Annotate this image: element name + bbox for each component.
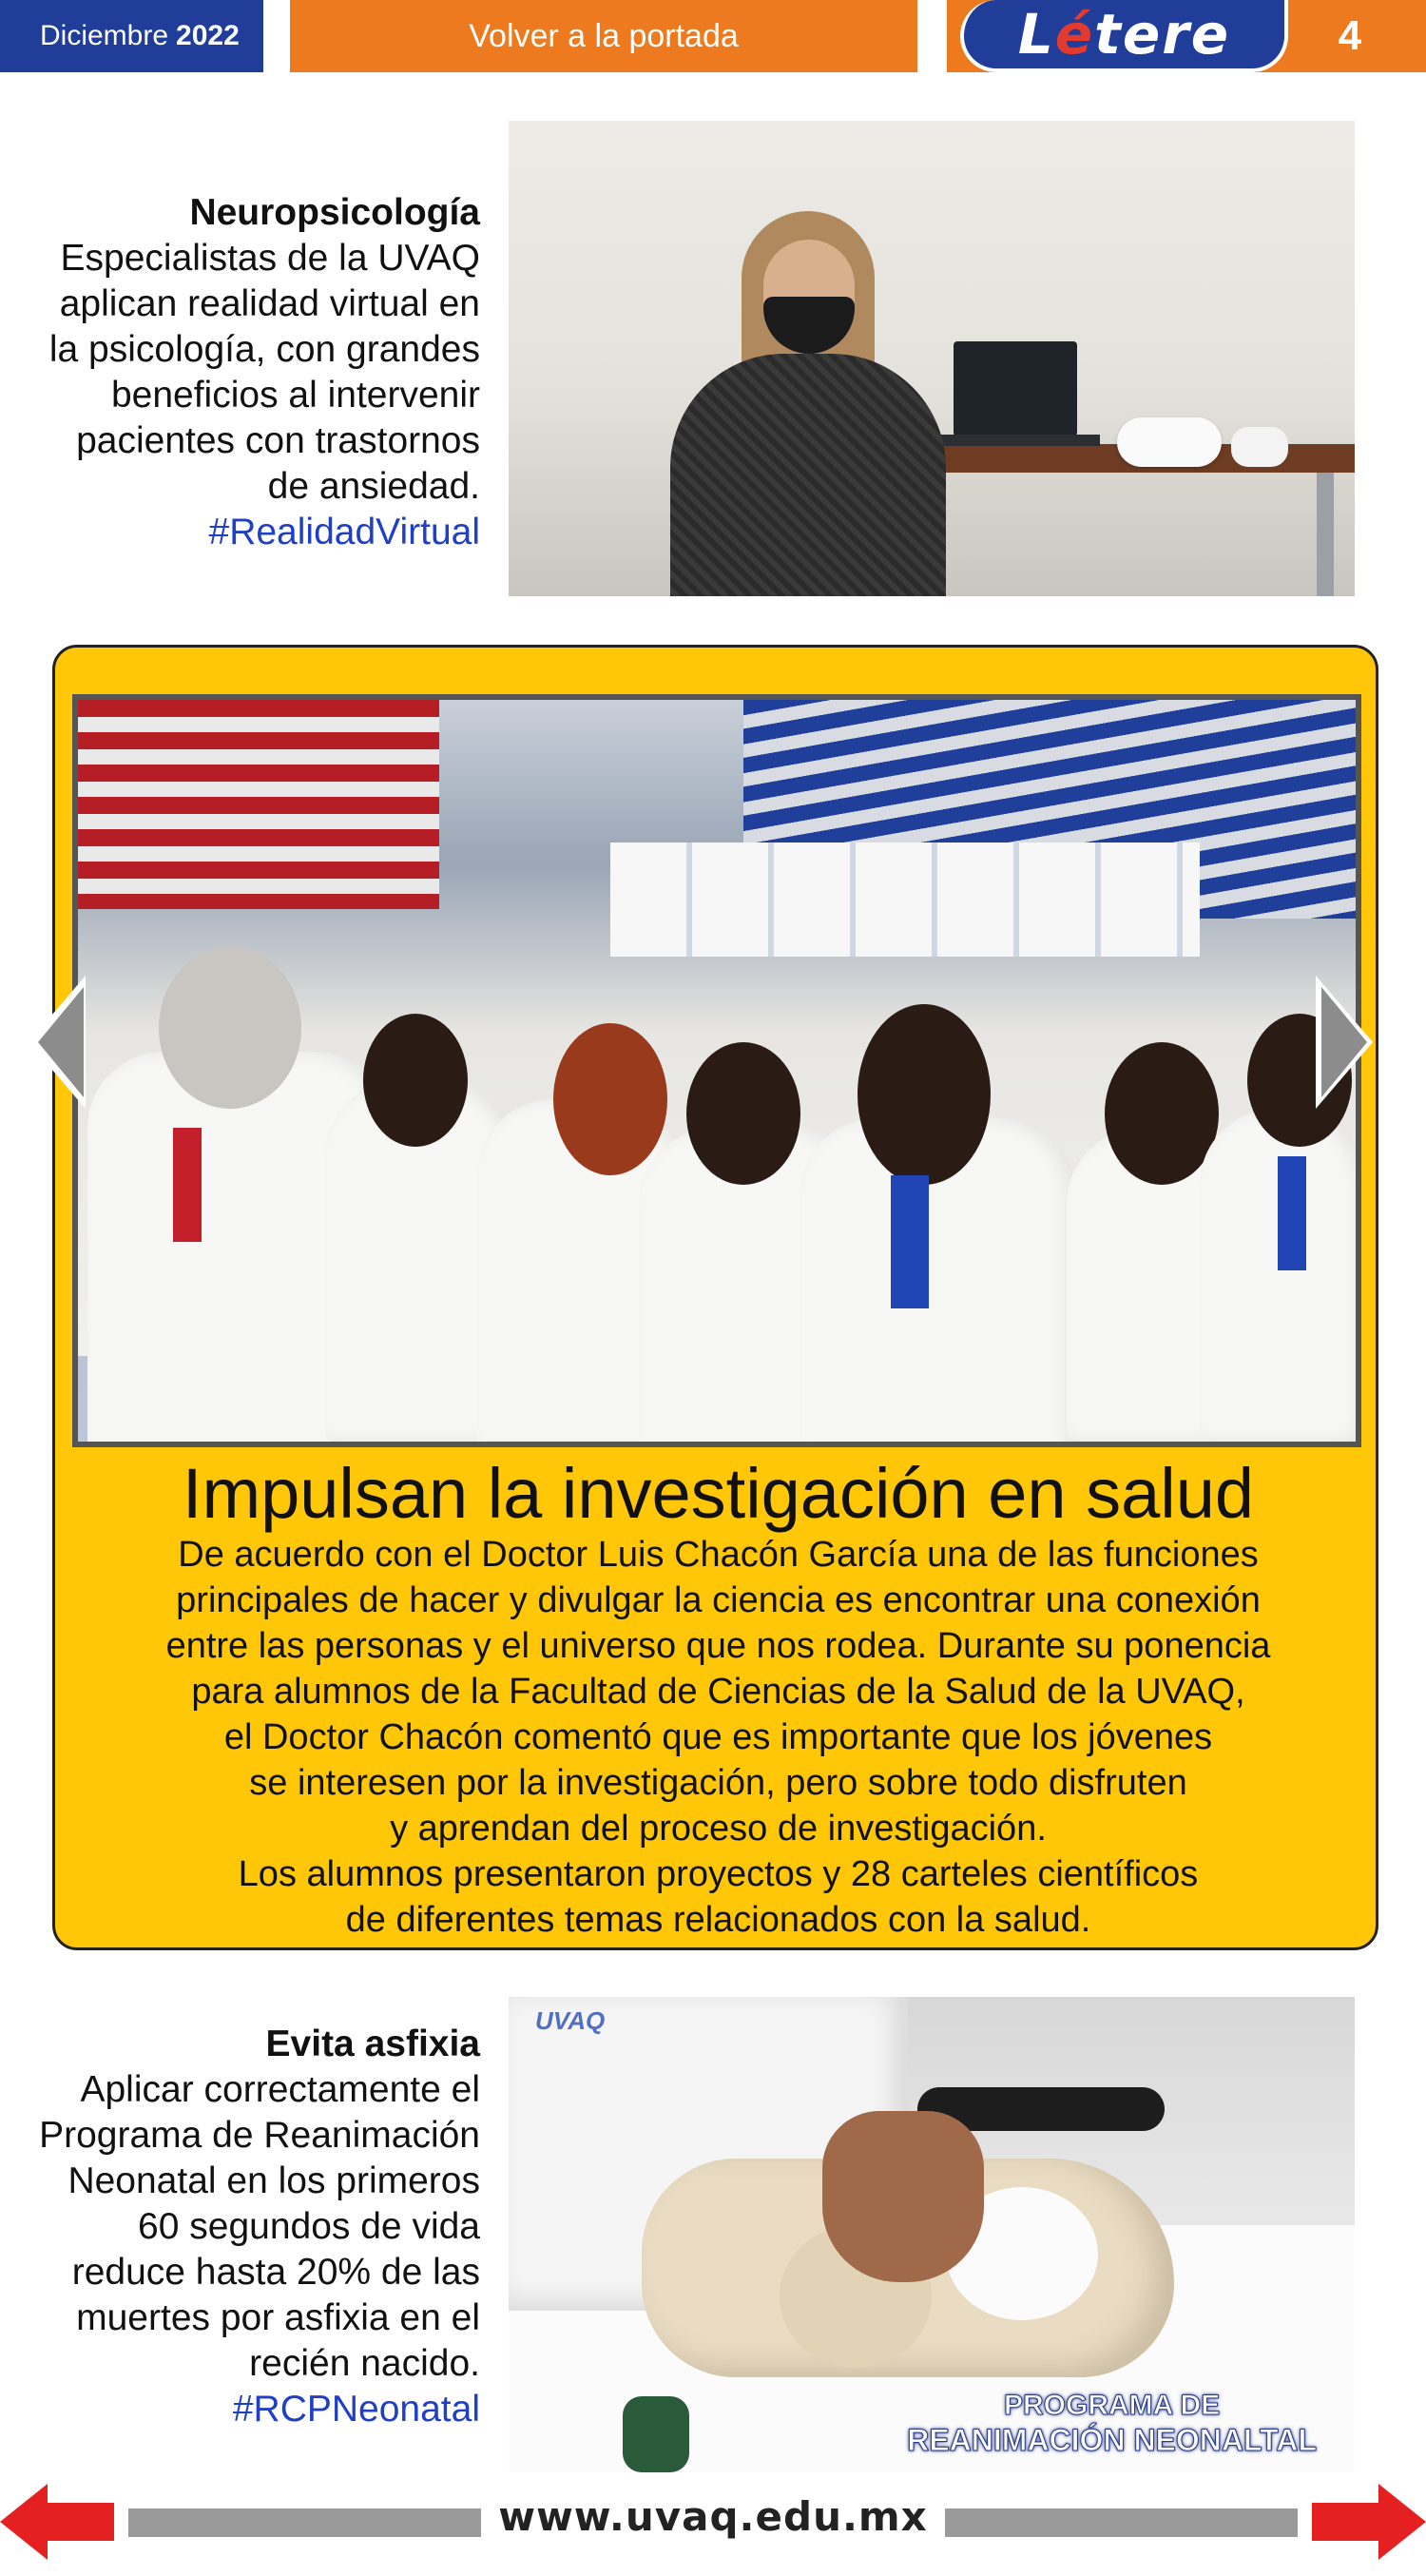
feature-line: se interesen por la investigación, pero sobre todo disfruten <box>249 1763 1187 1803</box>
students-crowd <box>78 938 1361 1447</box>
article-evita-asfixia <box>38 2022 480 2432</box>
footer-url-wrap <box>128 2493 1298 2540</box>
laptop-base <box>938 435 1100 446</box>
article-neuropsicologia <box>38 190 480 555</box>
professor-tie <box>173 1128 202 1242</box>
feature-body <box>55 1532 1381 1943</box>
next-page-button[interactable] <box>1312 2503 1380 2541</box>
article-body: Aplicar correctamente el Programa de Reanimación Neonatal en los primeros 60 segundos de vida reduce hasta 20% de las muertes por asfixia en el recién nacido. <box>39 2069 480 2384</box>
red-stands <box>78 700 439 909</box>
chevron-right-icon <box>1321 987 1367 1097</box>
arrow-right-icon[interactable] <box>1378 2484 1426 2560</box>
vr-headset <box>1117 417 1222 467</box>
student-head <box>686 1042 800 1185</box>
vr-psychology-photo <box>509 121 1355 596</box>
article-heading: Evita asfixia <box>265 2024 480 2064</box>
presenter-figure <box>651 211 955 596</box>
feature-line: de diferentes temas relacionados con la salud. <box>345 1900 1091 1940</box>
hashtag-link[interactable]: #RealidadVirtual <box>208 512 480 552</box>
feature-line: para alumnos de la Facultad de Ciencias de la Salud de la UVAQ, <box>191 1672 1245 1712</box>
student-scarf <box>891 1175 929 1308</box>
feature-article <box>52 645 1378 1950</box>
photo-caption <box>907 2389 1317 2457</box>
feature-line: el Doctor Chacón comentó que es importante que los jóvenes <box>223 1717 1213 1757</box>
student-head <box>858 1004 991 1185</box>
letere-logo <box>960 0 1288 72</box>
logo-text-rest: tere <box>1094 2 1231 67</box>
chevron-left-icon <box>38 987 84 1097</box>
desk-leg <box>1317 473 1334 596</box>
page-number: 4 <box>1338 12 1362 59</box>
feature-line: principales de hacer y divulgar la ciencia es encontrar una conexión <box>176 1580 1261 1620</box>
hashtag-link[interactable]: #RCPNeonatal <box>232 2389 480 2430</box>
feature-line: Los alumnos presentaron proyectos y 28 carteles científicos <box>238 1854 1199 1894</box>
uvaq-watermark: UVAQ <box>535 2006 606 2035</box>
student-head <box>553 1023 667 1175</box>
feature-line: De acuerdo con el Doctor Luis Chacón García una de las funciones <box>178 1535 1259 1575</box>
logo-text-l: L <box>1017 2 1055 67</box>
article-heading: Neuropsicología <box>189 192 480 233</box>
issue-date <box>0 0 263 72</box>
previous-page-button[interactable] <box>46 2503 114 2541</box>
event-photo <box>72 694 1361 1447</box>
article-body: Especialistas de la UVAQ aplican realidad virtual en la psicología, con grandes beneficios al intervenir pacientes con trastornos de ansiedad. <box>48 238 480 507</box>
professor-head <box>159 947 301 1109</box>
website-link[interactable]: www.uvaq.edu.mx <box>481 2493 945 2540</box>
student-scarf <box>1278 1156 1306 1270</box>
back-to-cover-link[interactable]: Volver a la portada <box>290 0 917 72</box>
issue-month: Diciembre <box>40 20 169 51</box>
feature-title: Impulsan la investigación en salud <box>182 1454 1255 1533</box>
caption-line-1: PROGRAMA DE <box>1003 2390 1221 2421</box>
feature-line: y aprendan del proceso de investigación. <box>390 1809 1047 1849</box>
feature-line: entre las personas y el universo que nos rodea. Durante su ponencia <box>165 1626 1271 1666</box>
instructor-hand <box>822 2111 984 2282</box>
arrow-left-icon[interactable] <box>0 2484 48 2560</box>
laptop <box>954 341 1077 436</box>
presenter-body <box>670 354 946 596</box>
student-head <box>363 1014 468 1147</box>
issue-year: 2022 <box>176 20 240 51</box>
neonatal-cpr-photo <box>509 1997 1355 2472</box>
resuscitation-bag <box>623 2396 689 2472</box>
vr-controller <box>1231 427 1288 467</box>
logo-accent-letter: é <box>1054 2 1095 67</box>
caption-line-2: REANIMACIÓN NEONALTAL <box>907 2423 1317 2457</box>
